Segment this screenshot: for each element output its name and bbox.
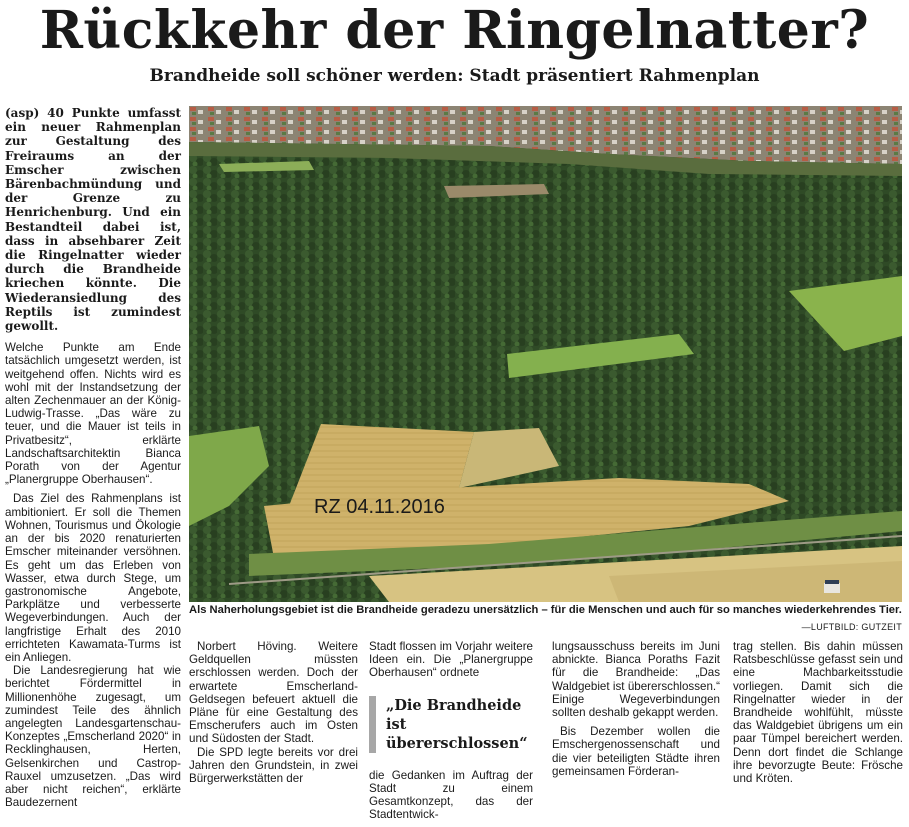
article-column-3 [369,640,533,827]
article-column-4 [552,640,720,778]
paragraph: Norbert Höving. Weitere Geldquellen müssten erschlossen werden. Doch der erwartete Emscherland-Geldsegen befeuert aktuell die Pläne für eine Gestaltung des Emscherufers auch im Osten und Südosten der Stadt. [189,640,358,746]
paragraph: Die SPD legte bereits vor drei Jahren den Grundstein, in zwei Bürgerwerkstätten der [189,745,358,786]
paragraph: die Gedanken im Auftrag der Stadt zu einem Gesamtkonzept, das der Stadtentwick- [369,768,533,822]
photo-credit: —LUFTBILD: GUTZEIT [801,622,902,632]
aerial-landscape-image [189,106,902,602]
article-column-2 [189,640,358,785]
paragraph: Welche Punkte am Ende tatsächlich umgesetzt werden, ist weitgehend offen. Nichts wird es wohl mit der Instandsetzung der alten Zechenmauer an der König-Ludwig-Trasse. „Das wäre zu teuer, und die Mauer ist teils in Privatbesitz“, erklärte Landschaftsarchitektin Bianca Porath von der Agentur „Planergruppe Oberhausen“. [5,341,181,487]
date-stamp: RZ 04.11.2016 [314,496,445,518]
paragraph: Das Ziel des Rahmenplans ist ambitioniert. Er soll die Themen Wohnen, Tourismus und Ökologie an der bis 2020 renaturierten Emscher miteinander versöhnen. Es geht um das Erleben von Wasser, etwa durch Stege, um gastronomische Angebote, Parkplätze und verbesserte Wegeverbindungen. Auch der langfristige Erhalt des 2010 errichteten Kawamata-Turms ist ein Anliegen. [5,492,181,664]
article-column-1 [5,106,181,809]
paragraph: Stadt flossen im Vorjahr weitere Ideen ein. Die „Planergruppe Oberhausen“ ordnete [369,640,533,680]
article-lead: (asp) 40 Punkte umfasst ein neuer Rahmenplan zur Gestaltung des Freiraums an der Emscher zwischen Bärenbachmündung und der Grenze zu Henrichenburg. Und ein Bestandteil dabei ist, dass in absehbarer Zeit die Ringelnatter wieder durch die Brandheide kriechen könnte. Die Wiederansiedlung des Reptils ist zumindest gewollt. [5,106,181,334]
headline: Rückkehr der Ringelnatter? [39,0,870,61]
paragraph: trag stellen. Bis dahin müssen Ratsbeschlüsse gefasst sein und eine Machbarkeitsstudie vorliegen. Damit sich die Ringelnatter wieder in der Brandheide wohlfühlt, müsste das Waldgebiet übrigens um ein paar Tümpel bereichert werden. Denn dort findet die Schlange ihre bevorzugte Beute: Frösche und Kröten. [733,640,903,786]
photo-caption: Als Naherholungsgebiet ist die Brandheide geradezu unersätzlich – für die Menschen und auch für so manches wiederkehrendes Tier. [189,604,902,616]
pull-quote: „Die Brandheide ist übererschlossen“ [369,696,533,753]
paragraph: Bis Dezember wollen die Emschergenossenschaft und die vier beteiligten Städte ihren gemeinsamen Förderan- [552,725,720,778]
paragraph: Die Landesregierung hat wie berichtet Fördermittel in Millionenhöhe zugesagt, um zumindest Teile des ähnlich angelegten Landesgartenschau-Konzeptes „Emscherland 2020“ in Recklinghausen, Herten, Gelsenkirchen und Castrop-Rauxel umzusetzen. „Das wird aber nicht reichen“, erklärte Baudezernent [5,664,181,810]
article-column-5 [733,640,903,791]
subheadline: Brandheide soll schöner werden: Stadt präsentiert Rahmenplan [149,66,760,86]
aerial-photo [189,106,902,602]
paragraph: lungsausschuss bereits im Juni abnickte. Bianca Poraths Fazit für die Brandheide: „Das Waldgebiet ist übererschlossen.“ Einige Wegeverbindungen sollten deshalb gekappt werden. [552,640,720,720]
